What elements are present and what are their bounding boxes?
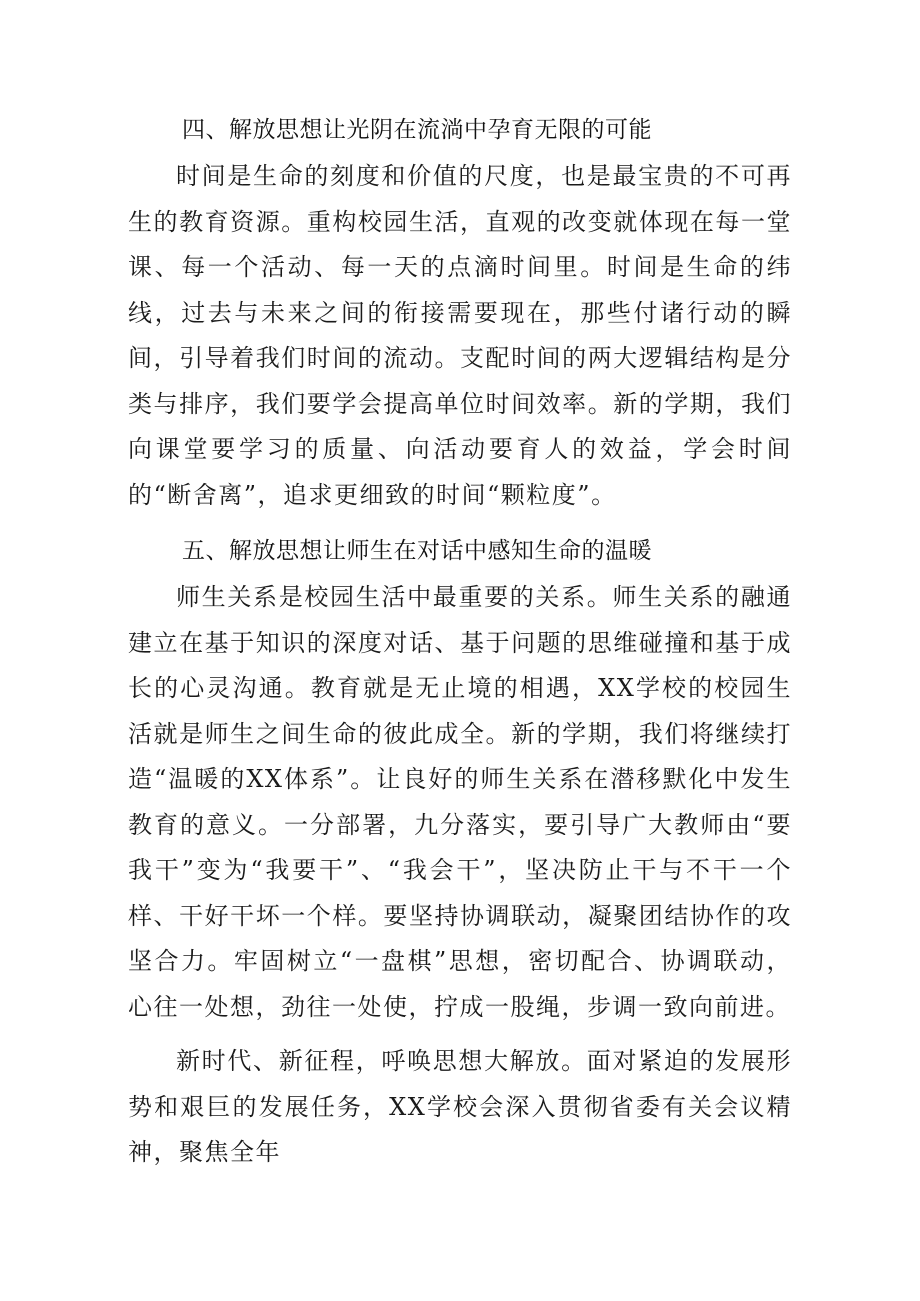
document-body bbox=[128, 106, 792, 1176]
section-4-heading: 四、解放思想让光阴在流淌中孕育无限的可能 bbox=[182, 117, 652, 143]
section-5-heading: 五、解放思想让师生在对话中感知生命的温暖 bbox=[182, 538, 652, 564]
closing-paragraph: 新时代、新征程，呼唤思想大解放。面对紧迫的发展形势和艰巨的发展任务，XX学校会深入贯彻省委有关会议精神，聚焦全年 bbox=[128, 1047, 792, 1166]
section-4-paragraph: 时间是生命的刻度和价值的尺度，也是最宝贵的不可再生的教育资源。重构校园生活，直观的改变就体现在每一堂课、每一个活动、每一天的点滴时间里。时间是生命的纬线，过去与未来之间的衔接需要现在，那些付诸行动的瞬间，引导着我们时间的流动。支配时间的两大逻辑结构是分类与排序，我们要学会提高单位时间效率。新的学期，我们向课堂要学习的质量、向活动要育人的效益，学会时间的“断舍离”，追求更细致的时间“颗粒度”。 bbox=[128, 162, 792, 509]
section-5-paragraph: 师生关系是校园生活中最重要的关系。师生关系的融通建立在基于知识的深度对话、基于问题的思维碰撞和基于成长的心灵沟通。教育就是无止境的相遇，XX学校的校园生活就是师生之间生命的彼此成全。新的学期，我们将继续打造“温暖的XX体系”。让良好的师生关系在潜移默化中发生教育的意义。一分部署，九分落实，要引导广大教师由“要我干”变为“我要干”、“我会干”，坚决防止干与不干一个样、干好干坏一个样。要坚持协调联动，凝聚团结协作的攻坚合力。牢固树立“一盘棋”思想，密切配合、协调联动，心往一处想，劲往一处使，拧成一股绳，步调一致向前进。 bbox=[128, 583, 792, 1021]
